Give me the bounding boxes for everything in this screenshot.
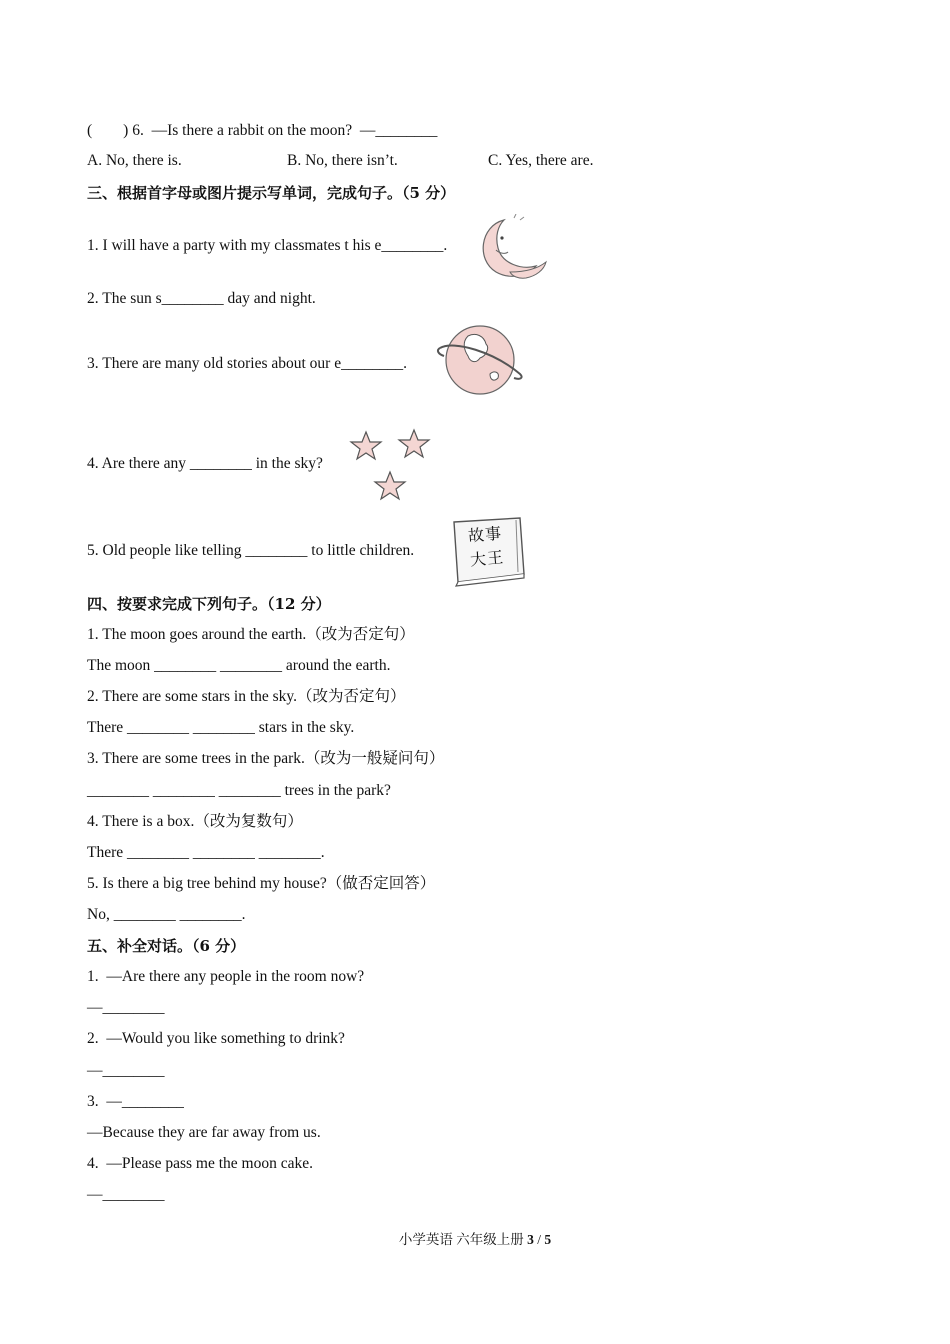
section-5-line-2: —________: [87, 999, 165, 1016]
section-5-line-8: —________: [87, 1186, 165, 1203]
section-4-line-3: 2. There are some stars in the sky.（改为否定句）: [87, 688, 406, 705]
section-5-line-1: 1. —Are there any people in the room now?: [87, 968, 365, 985]
section-3-heading: 三、根据首字母或图片提示写单词，完成句子。（5 分）: [87, 184, 456, 202]
book-title-line-1: 故事: [467, 523, 503, 546]
earth-picture: [434, 322, 528, 400]
section-4-line-8: There ________ ________ ________.: [87, 844, 325, 861]
section-3-item-2: 2. The sun s________ day and night.: [87, 290, 316, 307]
section-5-line-5: 3. —________: [87, 1093, 184, 1110]
book-title-line-2: 大王: [469, 547, 505, 570]
option-a: A. No, there is.: [87, 152, 182, 169]
section-4-line-10: No, ________ ________.: [87, 906, 246, 923]
section-4-line-7: 4. There is a box.（改为复数句）: [87, 813, 303, 830]
section-5-line-4: —________: [87, 1062, 165, 1079]
page-footer: [0, 1228, 950, 1248]
section-4-line-4: There ________ ________ stars in the sky.: [87, 719, 355, 736]
story-book-picture: [446, 516, 530, 588]
page-total: 5: [544, 1232, 552, 1247]
section-5-line-7: 4. —Please pass me the moon cake.: [87, 1155, 313, 1172]
section-5-heading: 五、补全对话。（6 分）: [87, 937, 246, 955]
section-3-item-1: 1. I will have a party with my classmates t his e________.: [87, 237, 448, 254]
section-5-line-6: —Because they are far away from us.: [87, 1124, 321, 1141]
section-4-line-6: ________ ________ ________ trees in the park?: [87, 782, 391, 799]
evening-moon-picture: [470, 214, 552, 286]
page-separator: /: [533, 1232, 545, 1247]
option-b: B. No, there isn’t.: [287, 152, 398, 169]
page-number: 3: [527, 1232, 534, 1247]
option-c: C. Yes, there are.: [488, 152, 594, 169]
stars-picture: [348, 428, 434, 504]
section-4-heading: 四、按要求完成下列句子。（12 分）: [87, 595, 331, 613]
section-4-line-2: The moon ________ ________ around the earth.: [87, 657, 391, 674]
section-5-line-3: 2. —Would you like something to drink?: [87, 1030, 345, 1047]
section-4-line-1: 1. The moon goes around the earth.（改为否定句）: [87, 626, 415, 643]
section-3-item-5: 5. Old people like telling ________ to little children.: [87, 542, 415, 559]
section-3-item-3: 3. There are many old stories about our e________.: [87, 355, 407, 372]
section-4-line-5: 3. There are some trees in the park.（改为一般疑问句）: [87, 750, 445, 767]
footer-text: 小学英语 六年级上册: [398, 1232, 528, 1247]
section-4-line-9: 5. Is there a big tree behind my house?（做否定回答）: [87, 875, 436, 892]
section-3-item-4: 4. Are there any ________ in the sky?: [87, 455, 323, 472]
question-6-stem: ( ) 6. —Is there a rabbit on the moon? —________: [87, 122, 438, 139]
